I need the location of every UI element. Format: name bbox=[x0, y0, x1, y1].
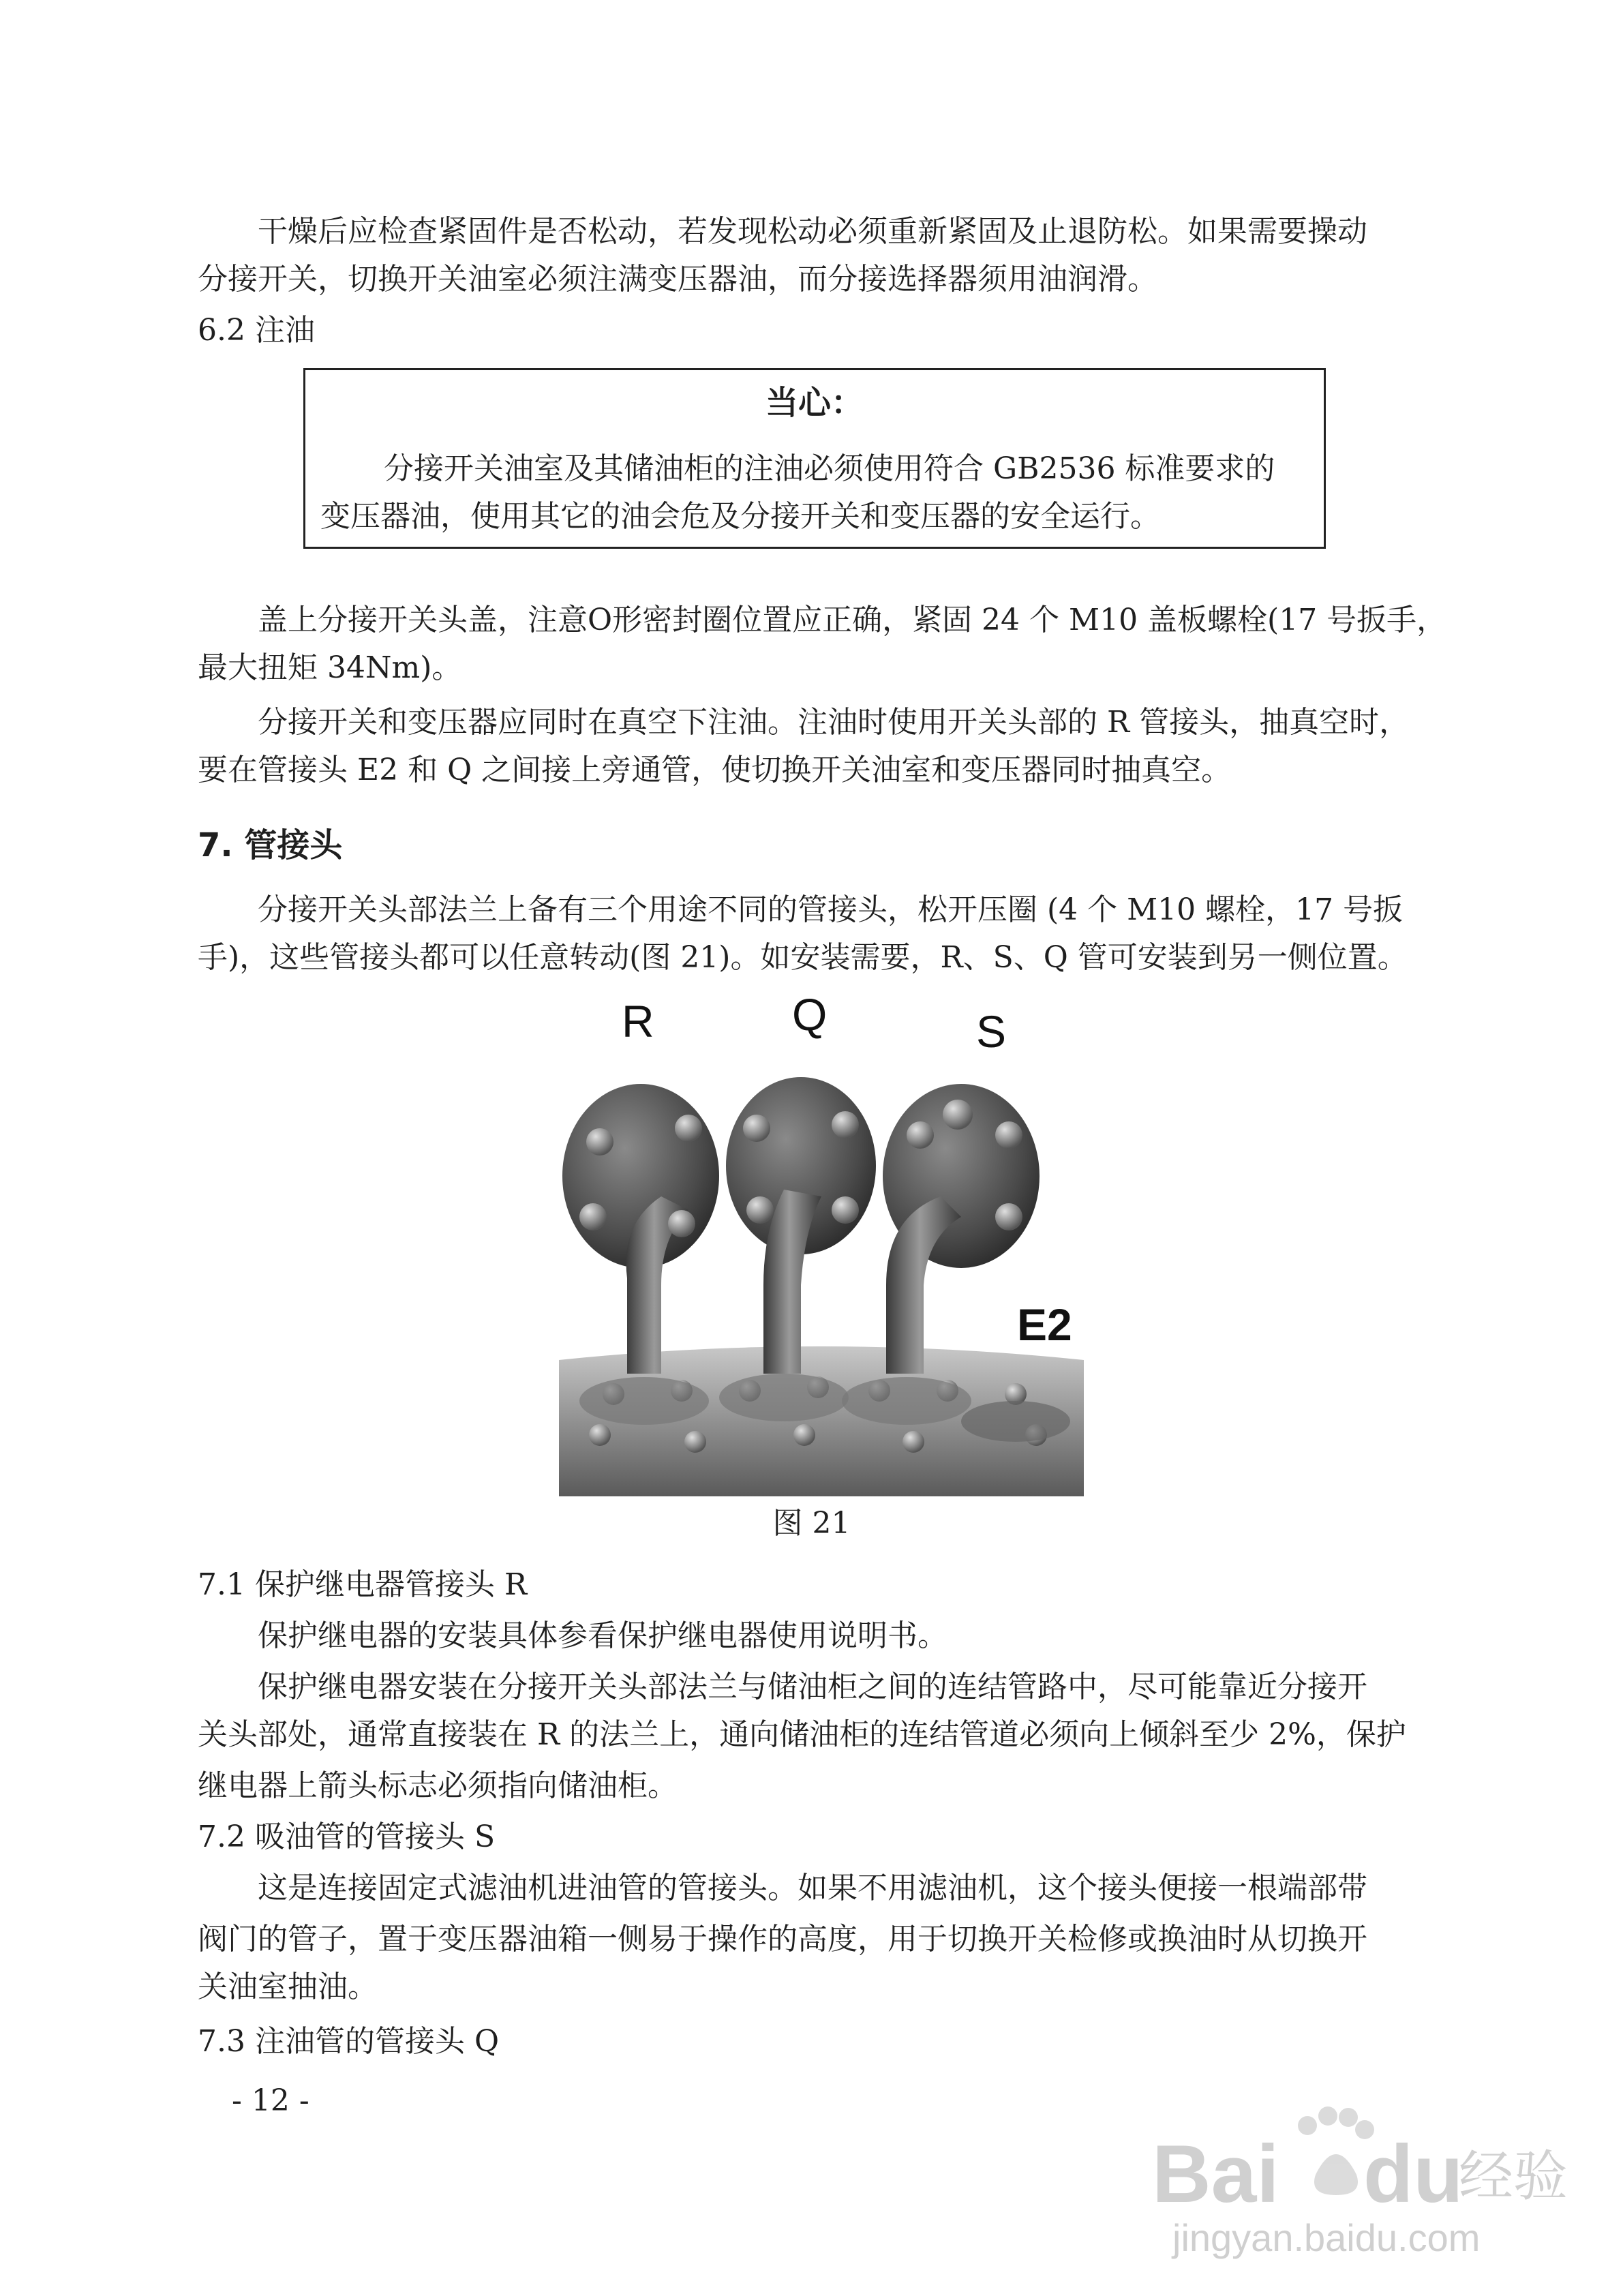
section-heading-7-1: 7.1 保护继电器管接头 R bbox=[198, 1567, 528, 1602]
paragraph-line: 关油室抽油。 bbox=[198, 1969, 378, 2004]
paragraph-line: 干燥后应检查紧固件是否松动，若发现松动必须重新紧固及止退防松。如果需要操动 bbox=[258, 214, 1367, 249]
paragraph-line: 分接开关和变压器应同时在真空下注油。注油时使用开关头部的 R 管接头，抽真空时， bbox=[258, 705, 1410, 740]
caution-line: 变压器油，使用其它的油会危及分接开关和变压器的安全运行。 bbox=[320, 499, 1160, 534]
paragraph-line: 继电器上箭头标志必须指向储油柜。 bbox=[198, 1768, 678, 1803]
paragraph-line: 分接开关头部法兰上备有三个用途不同的管接头，松开压圈 (4 个 M10 螺栓，17 号扳 bbox=[258, 892, 1404, 927]
paragraph-line: 保护继电器的安装具体参看保护继电器使用说明书。 bbox=[258, 1618, 947, 1653]
label-e2: E2 bbox=[1017, 1299, 1072, 1350]
paragraph-line: 要在管接头 E2 和 Q 之间接上旁通管，使切换开关油室和变压器同时抽真空。 bbox=[198, 753, 1232, 787]
paragraph-line: 阀门的管子，置于变压器油箱一侧易于操作的高度，用于切换开关检修或换油时从切换开 bbox=[198, 1922, 1367, 1957]
baidu-jingyan-watermark bbox=[1152, 2100, 1568, 2263]
paragraph-line: 这是连接固定式滤油机进油管的管接头。如果不用滤油机，这个接头便接一根端部带 bbox=[258, 1871, 1367, 1905]
label-s: S bbox=[976, 1006, 1007, 1057]
paragraph-line: 关头部处，通常直接装在 R 的法兰上，通向储油柜的连结管道必须向上倾斜至少 2%，保护 bbox=[198, 1717, 1406, 1752]
paragraph-line: 分接开关，切换开关油室必须注满变压器油，而分接选择器须用油润滑。 bbox=[198, 262, 1157, 297]
page-number: - 12 - bbox=[232, 2083, 309, 2118]
section-heading-7: 7. 管接头 bbox=[198, 826, 343, 864]
paragraph-line: 最大扭矩 34Nm)。 bbox=[198, 650, 462, 685]
svg-text:经验: 经验 bbox=[1459, 2145, 1568, 2208]
caution-title: 当心： bbox=[765, 384, 864, 422]
section-heading-7-2: 7.2 吸油管的管接头 S bbox=[198, 1819, 496, 1854]
pipe-connections-illustration bbox=[559, 992, 1084, 1496]
watermark-url: jingyan.baidu.com bbox=[1172, 2216, 1481, 2259]
paragraph-line: 保护继电器安装在分接开关头部法兰与储油柜之间的连结管路中，尽可能靠近分接开 bbox=[258, 1670, 1367, 1704]
paragraph-line: 手)，这些管接头都可以任意转动(图 21)。如安装需要，R、S、Q 管可安装到另一侧位置。 bbox=[198, 940, 1408, 975]
caution-line: 分接开关油室及其储油柜的注油必须使用符合 GB2536 标准要求的 bbox=[384, 451, 1275, 486]
svg-text:Bai: Bai bbox=[1152, 2128, 1279, 2220]
svg-text:du: du bbox=[1363, 2128, 1463, 2220]
paragraph-line: 盖上分接开关头盖，注意O形密封圈位置应正确，紧固 24 个 M10 盖板螺栓(17 号扳手， bbox=[258, 603, 1447, 637]
figure-21 bbox=[559, 989, 1084, 1496]
section-heading-7-3: 7.3 注油管的管接头 Q bbox=[198, 2024, 500, 2059]
section-heading-6-2: 6.2 注油 bbox=[198, 313, 315, 348]
figure-caption: 图 21 bbox=[772, 1506, 851, 1541]
caution-box bbox=[303, 368, 1326, 549]
label-r: R bbox=[622, 996, 654, 1046]
label-q: Q bbox=[792, 989, 828, 1040]
